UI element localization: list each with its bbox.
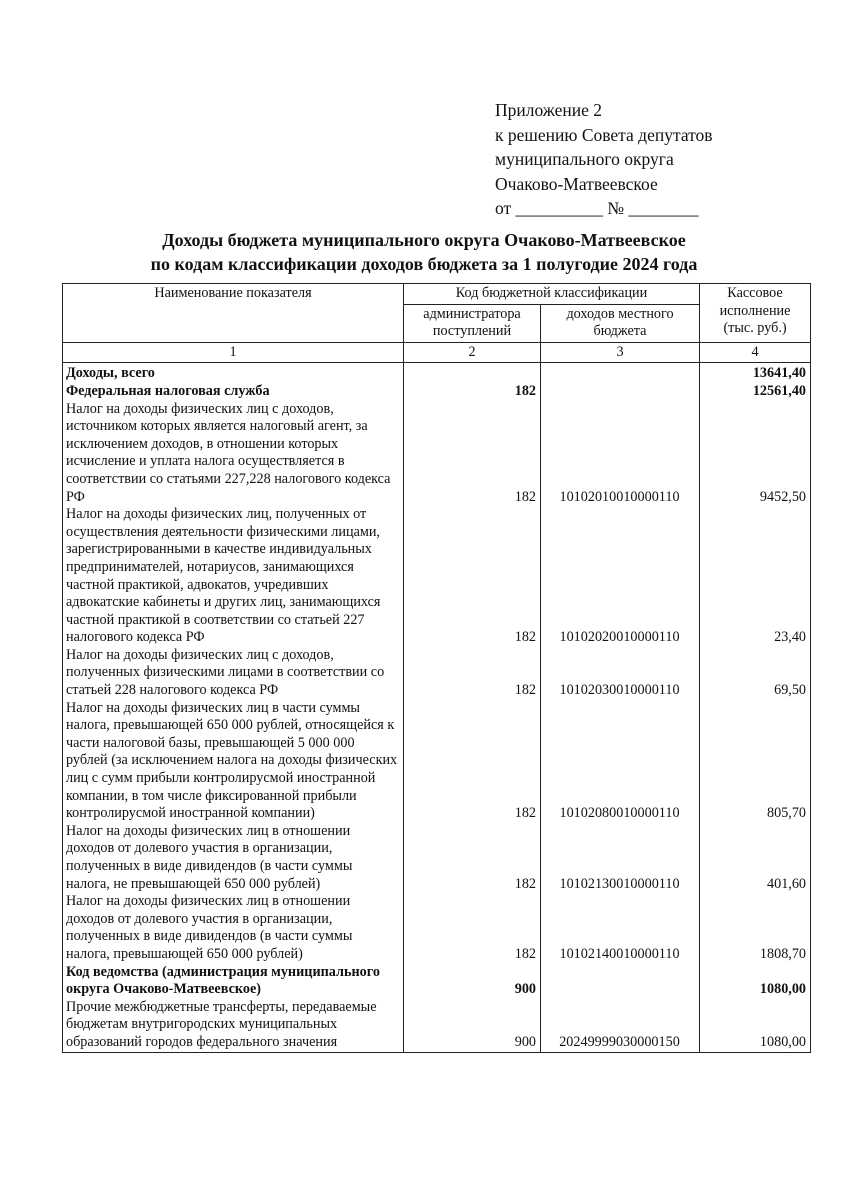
header-code-group: Код бюджетной классификации — [404, 284, 700, 305]
table-row — [63, 647, 811, 700]
row-name-cell: Код ведомства (администрация муниципального округа Очаково-Матвеевское) — [63, 964, 404, 999]
table-row — [63, 506, 811, 647]
row-revenue-code-cell: 10102130010000110 — [541, 823, 700, 893]
appendix-line: к решению Совета депутатов — [495, 124, 713, 145]
row-name-cell: Налог на доходы физических лиц, полученных от осуществления деятельности физическими лицами, зарегистрированными в качестве индивидуальных предпринимателей, нотариусов, занимающихся частной практикой, адвокатов, учредивших адвокатские кабинеты и других лиц, занимающихся частной практикой в соответствии со статьей 227 налогового кодекса РФ — [63, 506, 404, 647]
row-amount-cell: 805,70 — [700, 700, 811, 823]
title-line: по кодам классификации доходов бюджета за 1 полугодие 2024 года — [150, 254, 698, 274]
header-col-number: 2 — [404, 342, 541, 363]
document-title — [0, 228, 848, 276]
row-amount-cell: 401,60 — [700, 823, 811, 893]
table-row — [63, 383, 811, 401]
row-admin-code-cell: 182 — [404, 383, 541, 401]
appendix-line: Очаково-Матвеевское — [495, 173, 658, 194]
row-revenue-code-cell — [541, 363, 700, 383]
row-amount-cell: 12561,40 — [700, 383, 811, 401]
table-body — [63, 363, 811, 1052]
appendix-block — [495, 98, 713, 221]
row-name-cell: Прочие межбюджетные трансферты, передаваемые бюджетам внутригородских муниципальных образований городов федерального значения — [63, 999, 404, 1052]
row-name-cell: Налог на доходы физических лиц в части суммы налога, превышающей 650 000 рублей, относящейся к части налоговой базы, превышающей 5 000 000 рублей (за исключением налога на доходы физических лиц с сумм прибыли контролирусмой иностранной компании, в том числе фиксированной прибыли контролирусмой иностранной компании) — [63, 700, 404, 823]
row-admin-code-cell: 182 — [404, 401, 541, 507]
row-amount-cell: 1080,00 — [700, 964, 811, 999]
row-name-cell: Налог на доходы физических лиц с доходов, полученных физическими лицами в соответствии со статьей 228 налогового кодекса РФ — [63, 647, 404, 700]
appendix-line: Приложение 2 — [495, 100, 603, 120]
row-revenue-code-cell: 10102080010000110 — [541, 700, 700, 823]
row-name-cell: Налог на доходы физических лиц с доходов, источником которых является налоговый агент, за исключением доходов, в отношении которых исчисление и уплата налога осуществляется в соответствии со статьями 227,228 налогового кодекса РФ — [63, 401, 404, 507]
header-admin: администратора поступлений — [404, 304, 541, 342]
row-name-cell: Налог на доходы физических лиц в отношении доходов от долевого участия в организации, полученных в виде дивидендов (в части суммы налога, не превышающей 650 000 рублей) — [63, 823, 404, 893]
row-revenue-code-cell: 20249999030000150 — [541, 999, 700, 1052]
row-revenue-code-cell — [541, 964, 700, 999]
row-admin-code-cell: 182 — [404, 506, 541, 647]
table-row — [63, 700, 811, 823]
appendix-date-number-line: от __________ № ________ — [495, 198, 699, 218]
row-revenue-code-cell: 10102020010000110 — [541, 506, 700, 647]
table-row — [63, 401, 811, 507]
row-amount-cell: 9452,50 — [700, 401, 811, 507]
row-name-cell: Федеральная налоговая служба — [63, 383, 404, 401]
table-row — [63, 823, 811, 893]
revenue-table — [62, 283, 811, 1053]
row-revenue-code-cell: 10102030010000110 — [541, 647, 700, 700]
row-amount-cell: 23,40 — [700, 506, 811, 647]
header-name: Наименование показателя — [63, 284, 404, 343]
table-row — [63, 893, 811, 963]
row-name-cell: Налог на доходы физических лиц в отношении доходов от долевого участия в организации, полученных в виде дивидендов (в части суммы налога, превышающей 650 000 рублей) — [63, 893, 404, 963]
header-col-number: 4 — [700, 342, 811, 363]
table-row — [63, 999, 811, 1052]
row-revenue-code-cell: 10102010010000110 — [541, 401, 700, 507]
row-revenue-code-cell: 10102140010000110 — [541, 893, 700, 963]
row-admin-code-cell: 182 — [404, 647, 541, 700]
row-admin-code-cell: 182 — [404, 700, 541, 823]
header-col-number: 1 — [63, 342, 404, 363]
table-row — [63, 363, 811, 383]
row-amount-cell: 1808,70 — [700, 893, 811, 963]
row-revenue-code-cell — [541, 383, 700, 401]
row-name-cell: Доходы, всего — [63, 363, 404, 383]
table-row — [63, 964, 811, 999]
row-admin-code-cell — [404, 363, 541, 383]
row-admin-code-cell: 900 — [404, 964, 541, 999]
row-admin-code-cell: 182 — [404, 893, 541, 963]
row-amount-cell: 1080,00 — [700, 999, 811, 1052]
row-amount-cell: 69,50 — [700, 647, 811, 700]
header-cash: Кассовое исполнение (тыс. руб.) — [700, 284, 811, 343]
appendix-line: муниципального округа — [495, 149, 674, 169]
row-admin-code-cell: 900 — [404, 999, 541, 1052]
header-local: доходов местного бюджета — [541, 304, 700, 342]
row-admin-code-cell: 182 — [404, 823, 541, 893]
row-amount-cell: 13641,40 — [700, 363, 811, 383]
title-line: Доходы бюджета муниципального округа Очаково-Матвеевское — [162, 230, 686, 250]
header-col-number: 3 — [541, 342, 700, 363]
